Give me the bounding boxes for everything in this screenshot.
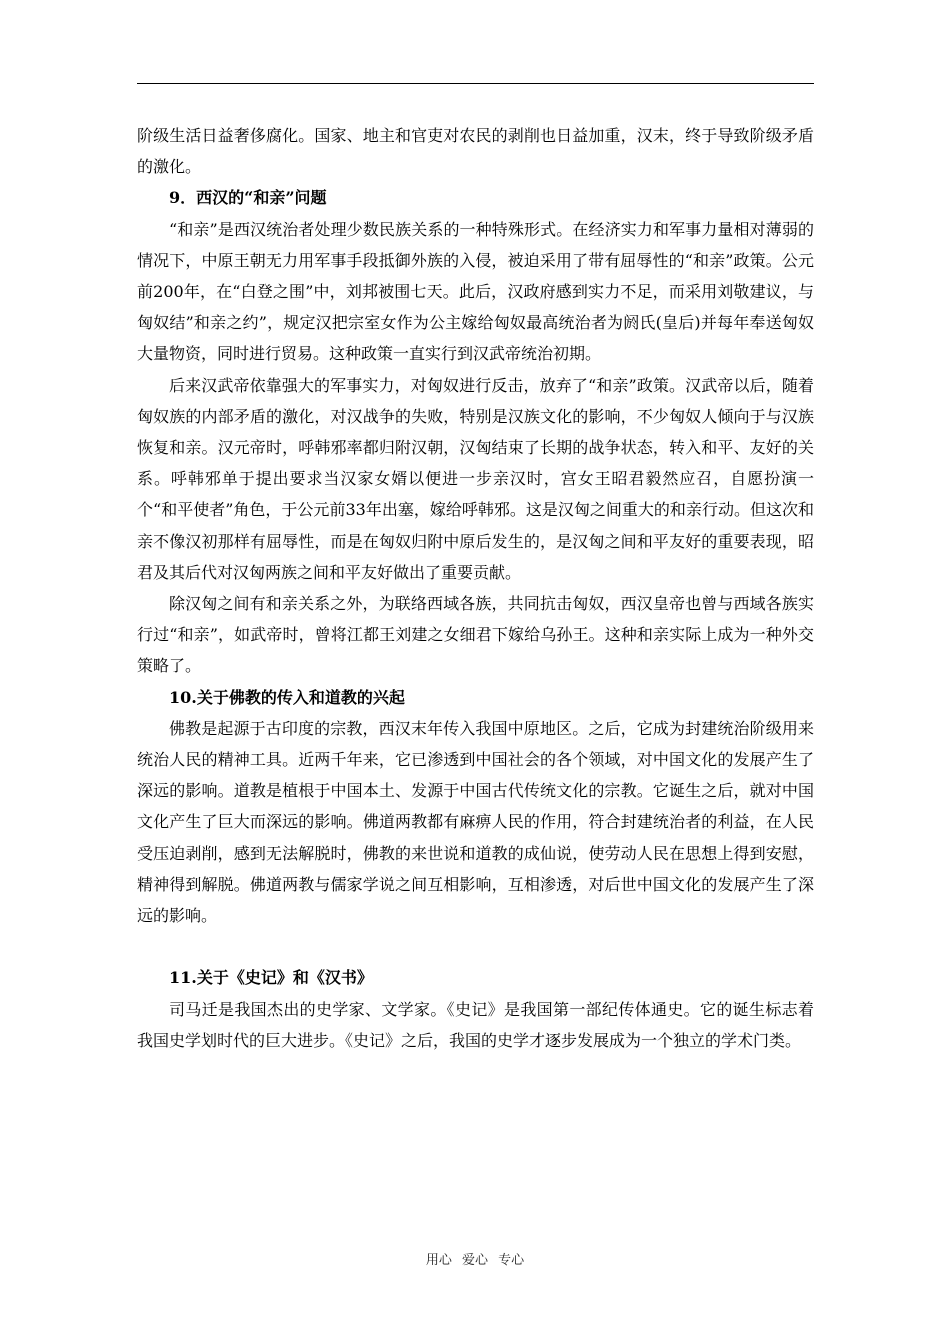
header-rule xyxy=(137,83,814,84)
section-heading-11: 11.关于《史记》和《汉书》 xyxy=(169,968,373,988)
paragraph-shiji: 司马迁是我国杰出的史学家、文学家。《史记》是我国第一部纪传体通史。它的诞生标志着我国史学划时代的巨大进步。《史记》之后，我国的史学才逐步发展成为一个独立的学术门类。 xyxy=(137,999,814,1050)
document-body xyxy=(137,120,814,1056)
section-heading-10: 10.关于佛教的传入和道教的兴起 xyxy=(169,687,405,707)
paragraph-heqin-xiyu: 除汉匈之间有和亲关系之外，为联络西域各族，共同抗击匈奴，西汉皇帝也曾与西域各族实行过“和亲”，如武帝时，曾将江都王刘建之女细君下嫁给乌孙王。这种和亲实际上成为一种外交策略了。 xyxy=(137,594,814,676)
paragraph-heqin-intro: “和亲”是西汉统治者处理少数民族关系的一种特殊形式。在经济实力和军事力量相对薄弱的情况下，中原王朝无力用军事手段抵御外族的入侵，被迫采用了带有屈辱性的“和亲”政策。公元前200年，在“白登之围”中，刘邦被围七天。此后，汉政府感到实力不足，而采用刘敬建议，与匈奴结”和亲之约”，规定汉把宗室女作为公主嫁给匈奴最高统治者为阏氏(皇后)并每年奉送匈奴大量物资，同时进行贸易。这种政策一直实行到汉武帝统治初期。 xyxy=(137,219,814,364)
paragraph-heqin-wudi: 后来汉武帝依靠强大的军事实力，对匈奴进行反击，放弃了“和亲”政策。汉武帝以后，随着匈奴族的内部矛盾的激化，对汉战争的失败，特别是汉族文化的影响，不少匈奴人倾向于与汉族恢复和亲。汉元帝时，呼韩邪率都归附汉朝，汉匈结束了长期的战争状态，转入和平、友好的关系。呼韩邪单于提出要求当汉家女婿以便进一步亲汉时，宫女王昭君毅然应召，自愿扮演一个“和平使者”角色，于公元前33年出塞，嫁给呼韩邪。这是汉匈之间重大的和亲行动。但这次和亲不像汉初那样有屈辱性，而是在匈奴归附中原后发生的，是汉匈之间和平友好的重要表现，昭君及其后代对汉匈两族之间和平友好做出了重要贡献。 xyxy=(137,375,814,582)
paragraph-buddhism-taoism: 佛教是起源于古印度的宗教，西汉末年传入我国中原地区。之后，它成为封建统治阶级用来统治人民的精神工具。近两千年来，它已渗透到中国社会的各个领域，对中国文化的发展产生了深远的影响。道教是植根于中国本土、发源于中国古代传统文化的宗教。它诞生之后，就对中国文化产生了巨大而深远的影响。佛道两教都有麻痹人民的作用，符合封建统治者的利益，在人民受压迫剥削，感到无法解脱时，佛教的来世说和道教的成仙说，使劳动人民在思想上得到安慰，精神得到解脱。佛道两教与儒家学说之间互相影响，互相渗透，对后世中国文化的发展产生了深远的影响。 xyxy=(137,718,814,926)
blank-line xyxy=(137,931,814,962)
section-heading-9: 9．西汉的“和亲”问题 xyxy=(169,188,327,208)
page-footer: 用心 爱心 专心 xyxy=(425,1253,525,1268)
paragraph-continuation: 阶级生活日益奢侈腐化。国家、地主和官吏对农民的剥削也日益加重，汉末，终于导致阶级矛盾的激化。 xyxy=(137,126,814,177)
